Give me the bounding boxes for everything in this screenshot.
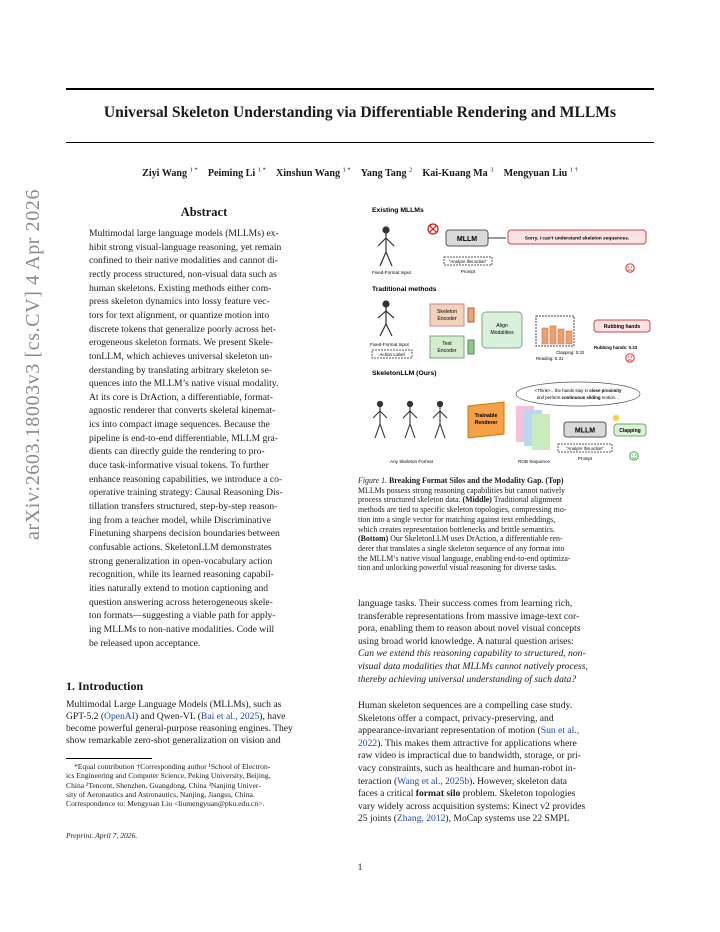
abstract-line: enhance reasoning capabilities, we introduce a co-	[89, 473, 283, 485]
body-line: faces a critical format silo problem. Skeleton topologies	[358, 788, 576, 800]
prompt-label: Prompt	[460, 269, 476, 274]
feature-vector	[468, 308, 474, 322]
abstract-line: At its core is DrAction, a differentiable, format-	[89, 391, 273, 403]
abstract-line: agnostic renderer that converts skeletal kinemat-	[89, 405, 276, 417]
abstract-line: operative training strategy: Causal Reasoning Dis-	[89, 487, 283, 499]
body-line: using broad world knowledge. A natural question arises:	[358, 635, 574, 647]
abstract-line: be released upon acceptance.	[89, 637, 201, 649]
abstract-line: Finetuning sharpens decision boundaries between	[89, 528, 280, 540]
skeleton-figure	[373, 401, 447, 438]
citation-link[interactable]: Zhang, 2012	[396, 813, 446, 825]
author-list	[66, 167, 654, 179]
abstract-line: press skeleton dynamics into lossy feature vec-	[89, 296, 270, 308]
abstract-line: human skeletons. Existing methods either com-	[89, 282, 272, 294]
footnote-line: China ²Tencent, Shenzhen, Guangdong, China ³Nanjing Univer-	[66, 780, 261, 790]
fixed-format-label: Fixed-Format Input	[372, 270, 411, 275]
author-name: Mengyuan Liu $^{1 \dagger}$	[503, 167, 578, 180]
abstract-line: Multimodal large language models (MLLMs) ex-	[89, 228, 279, 239]
abstract-line: ities naturally extend to motion captioning and	[89, 582, 269, 594]
figure-1	[358, 200, 654, 470]
title-bottom-rule	[66, 142, 654, 143]
author-name: Yang Tang $^2$	[360, 167, 413, 180]
caption-line: (Bottom) Our SkeletonLLM uses DrAction, a differentiable ren-	[358, 534, 563, 544]
trainable-renderer-label: Trainable Renderer	[474, 413, 498, 426]
abstract-heading: Abstract	[180, 205, 228, 219]
author-name: Peiming Li $^{1 *}$	[207, 167, 266, 180]
lightbulb-icon	[613, 415, 619, 421]
body-line: raw video is impractical due to bandwidth, storage, or pri-	[358, 750, 581, 762]
preprint-note: Preprint. April 7, 2026.	[66, 831, 138, 840]
abstract-line: dients can directly guide the rendering to pro-	[89, 446, 265, 458]
rgb-sequence	[516, 406, 550, 450]
section-heading-introduction: 1. Introduction	[66, 679, 144, 693]
author-affiliation: 1 *	[342, 167, 351, 174]
rubbing-hands-label: Rubbing hands	[603, 324, 641, 330]
skeleton-figure	[378, 301, 394, 336]
abstract-line: recognition, while its learned reasoning capabil-	[89, 569, 274, 581]
think-text: <Think>…the hands stay in close proximity	[534, 388, 622, 393]
abstract-line: ton formats—suggesting a viable path for apply-	[89, 610, 276, 622]
body-line: Human skeleton sequences are a compelling case study.	[358, 700, 573, 711]
abstract-line: ics into compact image sequences. Because the	[89, 419, 270, 431]
skeleton-figure	[378, 227, 394, 266]
caption-line: methods are tied to specific skeleton topologies, compressing mo-	[358, 505, 567, 515]
sad-face-icon	[626, 354, 634, 362]
body-line: 25 joints (Zhang, 2012), MoCap systems use 22 SMPL	[358, 813, 570, 825]
prompt-text: "Analyze this action"	[449, 259, 487, 264]
skeleton-encoder-label: Skeleton Encoder	[436, 309, 458, 322]
action-label-text: Action Label	[379, 352, 405, 357]
panel-label-ours: SkeletonLLM (Ours)	[372, 370, 437, 377]
abstract-line: ing MLLMs to non-native modalities. Code will	[89, 623, 275, 635]
caption-line: Figure 1. Breaking Format Silos and the Modality Gap. (Top)	[358, 476, 564, 485]
abstract-line: tonLLM, which achieves universal skeleton un-	[89, 350, 273, 362]
body-line: Can we extend this reasoning capability to structured, non-	[358, 648, 586, 660]
think-bubble	[516, 382, 640, 406]
body-line: transferable representations from massive image-text cor-	[358, 610, 580, 622]
intro-text: ) and Qwen-VL (	[134, 711, 201, 722]
panel-label-traditional: Traditional methods	[372, 286, 437, 293]
footnote-line: Correspondence to: Mengyuan Liu <liumengyuan@pku.edu.cn>.	[66, 799, 265, 809]
body-line: pora, enabling them to reason about novel visual concepts	[358, 623, 581, 635]
body-line: appearance-invariant representation of motion (Sun et al.,	[358, 725, 580, 737]
author-affiliation: 1 *	[189, 167, 198, 174]
abstract-line: quences into the MLLM’s native visual modality.	[89, 378, 279, 390]
abstract-line: question answering across heterogeneous skele-	[89, 596, 273, 608]
intro-line-2	[66, 711, 342, 723]
sad-face-icon	[626, 264, 634, 272]
author-name: Kai-Kuang Ma $^3$	[422, 167, 494, 180]
score-reading: Reading: 0.31	[536, 356, 564, 361]
arxiv-stamp: arXiv:2603.18003v3 [cs.CV] 4 Apr 2026	[22, 188, 44, 540]
caption-line: which creates representation bottlenecks and brittle semantics.	[358, 524, 555, 534]
mllm-label: MLLM	[456, 236, 478, 243]
footnote-rule	[66, 758, 152, 759]
panel-label-existing: Existing MLLMs	[372, 207, 424, 214]
citation-link[interactable]: OpenAI	[104, 711, 135, 722]
intro-line-4: show remarkable zero-shot generalization on vision and	[66, 735, 281, 746]
think-text: and perform continuous sliding motion…	[536, 395, 620, 400]
body-line: language tasks. Their success comes from learning rich,	[358, 598, 573, 609]
body-line: vacy constraints, such as healthcare and human-robot in-	[358, 763, 576, 774]
abstract-line: ing from a teacher model, while Discriminative	[89, 514, 271, 526]
citation-link[interactable]: Sun et al.,	[540, 725, 580, 737]
caption-line: derer that translates a single skeleton sequence of any format into	[358, 543, 565, 553]
prompt-text: "Analyze this action"	[566, 446, 604, 451]
sorry-response-text: Sorry, I can’t understand skeleton sequences.	[524, 236, 630, 242]
abstract-line: confusable actions. SkeletonLLM demonstrates	[89, 541, 272, 553]
body-line: teraction (Wang et al., 2025b). However, skeleton data	[358, 775, 568, 787]
mllm-label: MLLM	[574, 427, 596, 435]
abstract-line: rectly process structured, non-visual data such as	[89, 268, 277, 280]
any-format-label: Any Skeleton Format	[390, 459, 433, 464]
abstract-line: tillation transfers structured, step-by-step reason-	[89, 501, 278, 512]
abstract-line: derstanding by translating arbitrary skeleton se-	[89, 364, 273, 376]
prompt-label: Prompt	[577, 456, 593, 461]
author-name: Xinshun Wang $^{1 *}$	[275, 167, 351, 180]
clapping-output-label: Clapping	[619, 428, 641, 434]
body-line: vary widely across acquisition systems: Kinect v2 provides	[358, 800, 586, 812]
abstract-line: hibit strong visual-language reasoning, yet remain	[89, 241, 282, 253]
intro-text: GPT-5.2 (	[66, 711, 105, 722]
top-rule	[66, 88, 654, 90]
score-rubbing: Rubbing hands: 0.33	[594, 345, 638, 350]
forbidden-icon	[428, 224, 438, 234]
abstract-line: erogeneous skeleton formats. We present Skele-	[89, 337, 273, 349]
score-clapping: Clapping: 0.32	[556, 350, 585, 355]
intro-line-3: become powerful general-purpose reasoning engines. They	[66, 723, 293, 734]
body-line: Skeletons offer a compact, privacy-preserving, and	[358, 712, 554, 724]
abstract-line: confined to their native modalities and cannot di-	[89, 255, 278, 267]
abstract-line: duce task-informative visual tokens. To further	[89, 460, 269, 472]
feature-vector	[468, 340, 474, 354]
caption-line: the MLLM’s native visual language, enabling end-to-end optimiza-	[358, 553, 571, 563]
figure-1-graphic	[358, 200, 654, 470]
caption-line: process structured skeleton data. (Middle) Traditional alignment	[358, 495, 563, 505]
align-modalities-label: Align Modalities	[490, 323, 514, 336]
abstract-line: tors for text alignment, or quantize motion into	[89, 309, 270, 321]
author-name: Ziyi Wang $^{1 *}$	[142, 167, 198, 180]
fixed-format-label: Fixed-Format Input	[370, 342, 409, 347]
body-line: thereby achieving universal understanding of such data?	[358, 673, 577, 685]
author-affiliation: 1 †	[569, 167, 578, 174]
paper-title: Universal Skeleton Understanding via Differentiable Rendering and MLLMs	[103, 104, 617, 121]
abstract-line: pipeline is end-to-end differentiable, MLLM gra-	[89, 432, 278, 444]
citation-link[interactable]: Wang et al., 2025b	[397, 775, 470, 787]
skeleton-encoder-box	[430, 304, 464, 326]
footnote-line: sity of Aeronautics and Astronautics, Nanjing, Jiangsu, China.	[66, 789, 255, 799]
rgb-sequence-label: RGB Sequence	[518, 459, 550, 464]
happy-face-icon	[630, 452, 638, 460]
abstract-line: strong generalization in open-vocabulary action	[89, 555, 273, 567]
body-line: visual data modalities that MLLMs cannot natively process,	[358, 661, 588, 672]
intro-text: ), have	[259, 711, 286, 722]
author-affiliation: 3	[490, 167, 494, 174]
citation-link[interactable]: 2022	[358, 737, 378, 749]
caption-line: MLLMs possess strong reasoning capabilities but cannot natively	[358, 485, 566, 495]
abstract-line: discrete tokens that generalize poorly across het-	[89, 323, 277, 335]
text-encoder-label: Text Encoder	[437, 341, 457, 354]
intro-line-1: Multimodal Large Language Models (MLLMs), such as	[66, 699, 282, 710]
caption-line: tion and unlocking powerful visual reasoning for diverse tasks.	[358, 563, 557, 573]
text-encoder-box	[430, 336, 464, 358]
page-number: 1	[357, 862, 363, 873]
footnote-line: ics Engineering and Computer Science, Peking University, Beijing,	[66, 771, 271, 781]
author-affiliation: 1 *	[257, 167, 266, 174]
body-line: 2022). This makes them attractive for applications where	[358, 737, 577, 749]
caption-line: tion into a single vector for matching against text embeddings,	[358, 514, 556, 524]
author-affiliation: 2	[409, 167, 413, 174]
citation-link[interactable]: Bai et al., 2025	[200, 711, 260, 722]
footnote-line: *Equal contribution †Corresponding author ¹School of Electron-	[74, 762, 271, 771]
